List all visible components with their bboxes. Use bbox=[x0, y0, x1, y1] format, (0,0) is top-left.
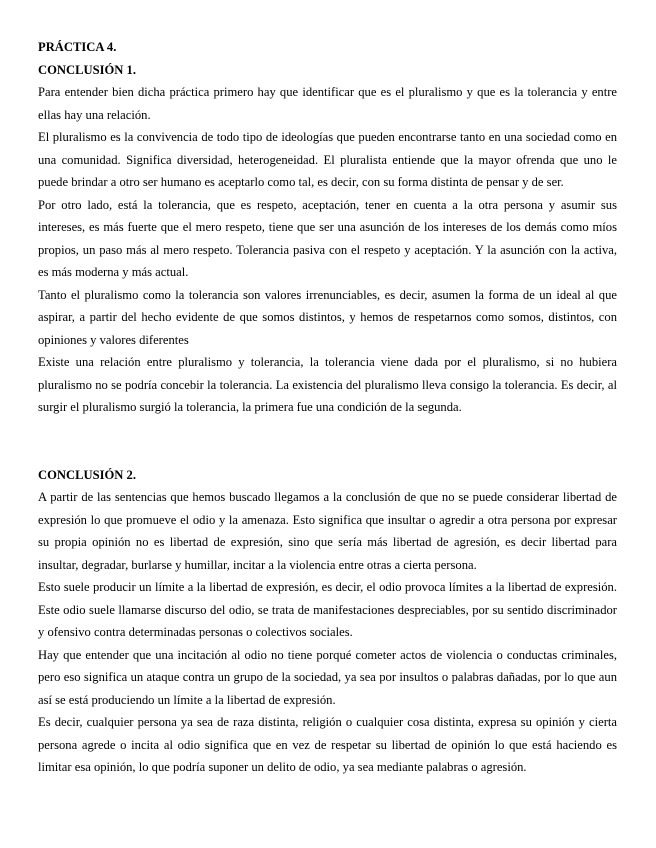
paragraph: Para entender bien dicha práctica primero hay que identificar que es el pluralismo y que es la tolerancia y entre ellas hay una relación. bbox=[38, 85, 617, 122]
paragraph: Hay que entender que una incitación al odio no tiene porqué cometer actos de violencia o conductas criminales, pero eso significa un ataque contra un grupo de la sociedad, ya sea por insultos o palabras dañadas, por lo que aun así se está produciendo un límite a la libertad de expresión. bbox=[38, 647, 617, 707]
section-conclusion-2 bbox=[38, 464, 617, 779]
section-spacer bbox=[38, 419, 617, 464]
paragraph: Por otro lado, está la tolerancia, que es respeto, aceptación, tener en cuenta a la otra persona y asumir sus intereses, es más fuerte que el mero respeto, tiene que ser una asunción de los intereses de los demás como míos propios, un paso más al mero respeto. Tolerancia pasiva con el respeto y aceptación. Y la asunción con la activa, es más moderna y más actual. bbox=[38, 197, 617, 279]
paragraph: Tanto el pluralismo como la tolerancia son valores irrenunciables, es decir, asumen la forma de un ideal al que aspirar, a partir del hecho evidente de que somos distintos, y hemos de respetarnos como somos, distintos, con opiniones y valores diferentes bbox=[38, 287, 617, 347]
paragraph: Es decir, cualquier persona ya sea de raza distinta, religión o cualquier cosa distinta, expresa su opinión y cierta persona agrede o incita al odio significa que en vez de respetar su libertad de opinión lo que está haciendo es limitar esa opinión, lo que podría suponer un delito de odio, ya sea mediante palabras o agresión. bbox=[38, 715, 617, 774]
paragraph: Existe una relación entre pluralismo y tolerancia, la tolerancia viene dada por el pluralismo, si no hubiera pluralismo no se podría concebir la tolerancia. La existencia del pluralismo lleva consigo la tolerancia. Es decir, al surgir el pluralismo surgió la tolerancia, la primera fue una condición de la segunda. bbox=[38, 355, 617, 414]
paragraph: Esto suele producir un límite a la libertad de expresión, es decir, el odio provoca límites a la libertad de expresión. Este odio suele llamarse discurso del odio, se trata de manifestaciones despreciables, por su sentido discriminador y ofensivo contra determinadas personas o colectivos sociales. bbox=[38, 580, 617, 639]
document-page bbox=[38, 36, 617, 779]
document-title: PRÁCTICA 4. bbox=[38, 40, 117, 54]
section-heading: CONCLUSIÓN 1. bbox=[38, 62, 136, 77]
section-conclusion-1 bbox=[38, 59, 617, 419]
paragraph: A partir de las sentencias que hemos buscado llegamos a la conclusión de que no se puede considerar libertad de expresión lo que promueve el odio y la amenaza. Esto significa que insultar o agredir a otra persona por expresar su propia opinión no es libertad de expresión, sino que sería más libertad de agresión, es decir libertad para insultar, degradar, burlarse y humillar, incitar a la violencia entre otras a cierta persona. bbox=[38, 490, 617, 572]
paragraph: El pluralismo es la convivencia de todo tipo de ideologías que pueden encontrarse tanto en una sociedad como en una comunidad. Significa diversidad, heterogeneidad. El pluralista entiende que la mayor ofrenda que uno le puede brindar a otro ser humano es aceptarlo como tal, es decir, con su forma distinta de pensar y de ser. bbox=[38, 130, 617, 189]
section-heading: CONCLUSIÓN 2. bbox=[38, 467, 136, 482]
